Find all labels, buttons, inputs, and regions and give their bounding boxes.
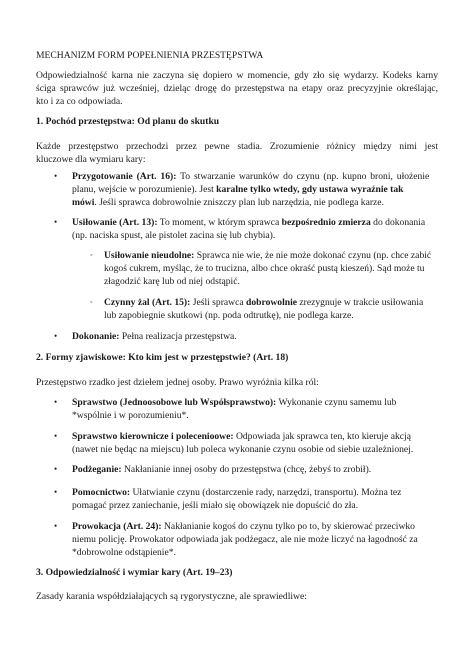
subitem-inept-line-1 [104, 249, 431, 262]
item-completion-label: Dokonanie: [72, 331, 120, 342]
item-preparation-text: To stwarzanie warunków do czynu (np. kupno broni, ułożenie [176, 171, 430, 182]
bullet-icon: • [54, 217, 58, 227]
section-3-heading: 3. Odpowiedzialność i wymiar kary (Art. 19–23) [36, 567, 233, 578]
item-attempt-line-2: (np. naciska spust, ale pistolet zacina się lub chybia). [72, 230, 276, 241]
section-2-intro: Przestępstwo rzadko jest dziełem jednej osoby. Prawo wyróżnia kilka ról: [36, 377, 319, 388]
item-incitement-label: Podżeganie: [72, 464, 122, 475]
section-1-heading: 1. Pochód przestępstwa: Od planu do skutku [36, 116, 220, 127]
item-provocation-line-3: *dobrowolne odstąpienie*. [72, 547, 176, 558]
item-preparation-label: Przygotowanie (Art. 16): [72, 171, 177, 182]
item-attempt-label: Usiłowanie (Art. 13): [72, 217, 158, 228]
item-completion-line [72, 330, 237, 343]
subitem-inept-text: Sprawca nie wie, że nie może dokonać czynu (np. chce zabić [194, 250, 432, 261]
section-2-heading: 2. Formy zjawiskowe: Kto kim jest w przestępstwie? (Art. 18) [36, 352, 289, 363]
item-directing-line-1 [72, 430, 411, 443]
item-perpetration-label: Sprawstwo (Jednoosobowe lub Współsprawstwo): [72, 397, 277, 408]
section-3-intro: Zasady karania współdziałających są rygorystyczne, ale sprawiedliwe: [36, 591, 307, 602]
item-perpetration-line-1 [72, 396, 396, 409]
item-aiding-line-2: pomagać przez zaniechanie, jeśli miało się obowiązek nie dopuścić do zła. [72, 500, 359, 511]
document-title: MECHANIZM FORM POPEŁNIENIA PRZESTĘPSTWA [36, 50, 264, 61]
subitem-remorse-emphasis: dobrowolnie [246, 297, 298, 308]
section-1-intro-line-1: Każde przestępstwo przechodzi przez pewne stadia. Zrozumienie różnicy między nimi jest [36, 141, 438, 152]
item-aiding-text: Ułatwianie czynu (dostarczenie rady, narzędzi, transportu). Można tez [130, 487, 402, 498]
bullet-icon: • [54, 431, 58, 441]
item-preparation-line-3 [72, 196, 384, 209]
item-provocation-line-2: niemu policję. Prowokator odpowiada jak podżegacz, ale nie może liczyć na łagodność za [72, 534, 418, 545]
item-preparation-text-2: planu, wejście w porozumienie). Jest [72, 184, 217, 195]
item-completion-text: Pełna realizacja przestępstwa. [119, 331, 237, 342]
intro-line-3: kto i za co odpowiada. [36, 96, 123, 107]
item-directing-line-2: (nawet nie będąc na miejscu) lub poleca wykonanie czynu osobie od siebie uzależnionej. [72, 444, 414, 455]
item-directing-label: Sprawstwo kierownicze i polecenioowe: [72, 431, 234, 442]
circle-bullet-icon: ◦ [90, 298, 93, 306]
intro-line-1: Odpowiedzialność karna nie zaczyna się dopiero w momencie, gdy zło się wydarzy. Kodeks karny [36, 70, 438, 81]
circle-bullet-icon: ◦ [90, 251, 93, 259]
item-preparation-text-3: . Jeśli sprawca dobrowolnie zniszczy plan lub narzędzia, nie podlega karze. [94, 197, 384, 208]
item-perpetration-line-2: *wspólnie i w porozumieniu*. [72, 410, 189, 421]
item-attempt-text: To moment, w którym sprawca [157, 217, 282, 228]
item-attempt-line-1 [72, 216, 425, 229]
item-provocation-text: Nakłanianie kogoś do czynu tylko po to, by skierować przeciwko [161, 521, 415, 532]
section-1-intro-line-2: kluczowe dla wymiaru kary: [36, 154, 146, 165]
item-incitement-line [72, 463, 371, 476]
subitem-remorse-line-1 [104, 296, 423, 309]
bullet-icon: • [54, 331, 58, 341]
subitem-inept-line-3: złagodzić karę lub od niej odstąpić. [104, 276, 240, 287]
item-attempt-text-2: do dokonania [370, 217, 426, 228]
bullet-icon: • [54, 171, 58, 181]
subitem-remorse-line-2: lub zapobiegnie skutkowi (np. poda odtrutkę), nie podlega karze. [104, 310, 354, 321]
subitem-inept-label: Usiłowanie nieudolne: [104, 250, 195, 261]
subitem-remorse-text-2: zrezygnuje w trakcie usiłowania [297, 297, 424, 308]
intro-line-2: ściga sprawców już wcześniej, dzieląc drogę do przestępstwa na etapy oraz precyzyjnie określając, [36, 83, 438, 94]
bullet-icon: • [54, 521, 58, 531]
item-aiding-line-1 [72, 486, 401, 499]
item-preparation-emphasis: karalne tylko wtedy, gdy ustawa wyraźnie tak [216, 184, 404, 195]
item-perpetration-text: Wykonanie czynu samemu lub [276, 397, 397, 408]
item-provocation-label: Prowokacja (Art. 24): [72, 521, 162, 532]
bullet-icon: • [54, 397, 58, 407]
item-directing-text: Odpowiada jak sprawca ten, kto kieruje akcją [233, 431, 411, 442]
subitem-remorse-label: Czynny żal (Art. 15): [104, 297, 191, 308]
subitem-remorse-text: Jeśli sprawca [190, 297, 247, 308]
item-preparation-line-2 [72, 183, 404, 196]
item-provocation-line-1 [72, 520, 415, 533]
item-preparation-emphasis-2: mówi [72, 197, 95, 208]
item-attempt-emphasis: bezpośrednio zmierza [281, 217, 371, 228]
item-aiding-label: Pomocnictwo: [72, 487, 131, 498]
bullet-icon: • [54, 464, 58, 474]
item-incitement-text: Nakłanianie innej osoby do przestępstwa (chcę, żebyś to zrobił). [121, 464, 372, 475]
subitem-inept-line-2: kogoś cukrem, myśląc, że to trucizna, albo chce okraść pustą kieszeń). Sąd może tu [104, 263, 425, 274]
bullet-icon: • [54, 487, 58, 497]
item-preparation-line-1 [72, 170, 438, 183]
